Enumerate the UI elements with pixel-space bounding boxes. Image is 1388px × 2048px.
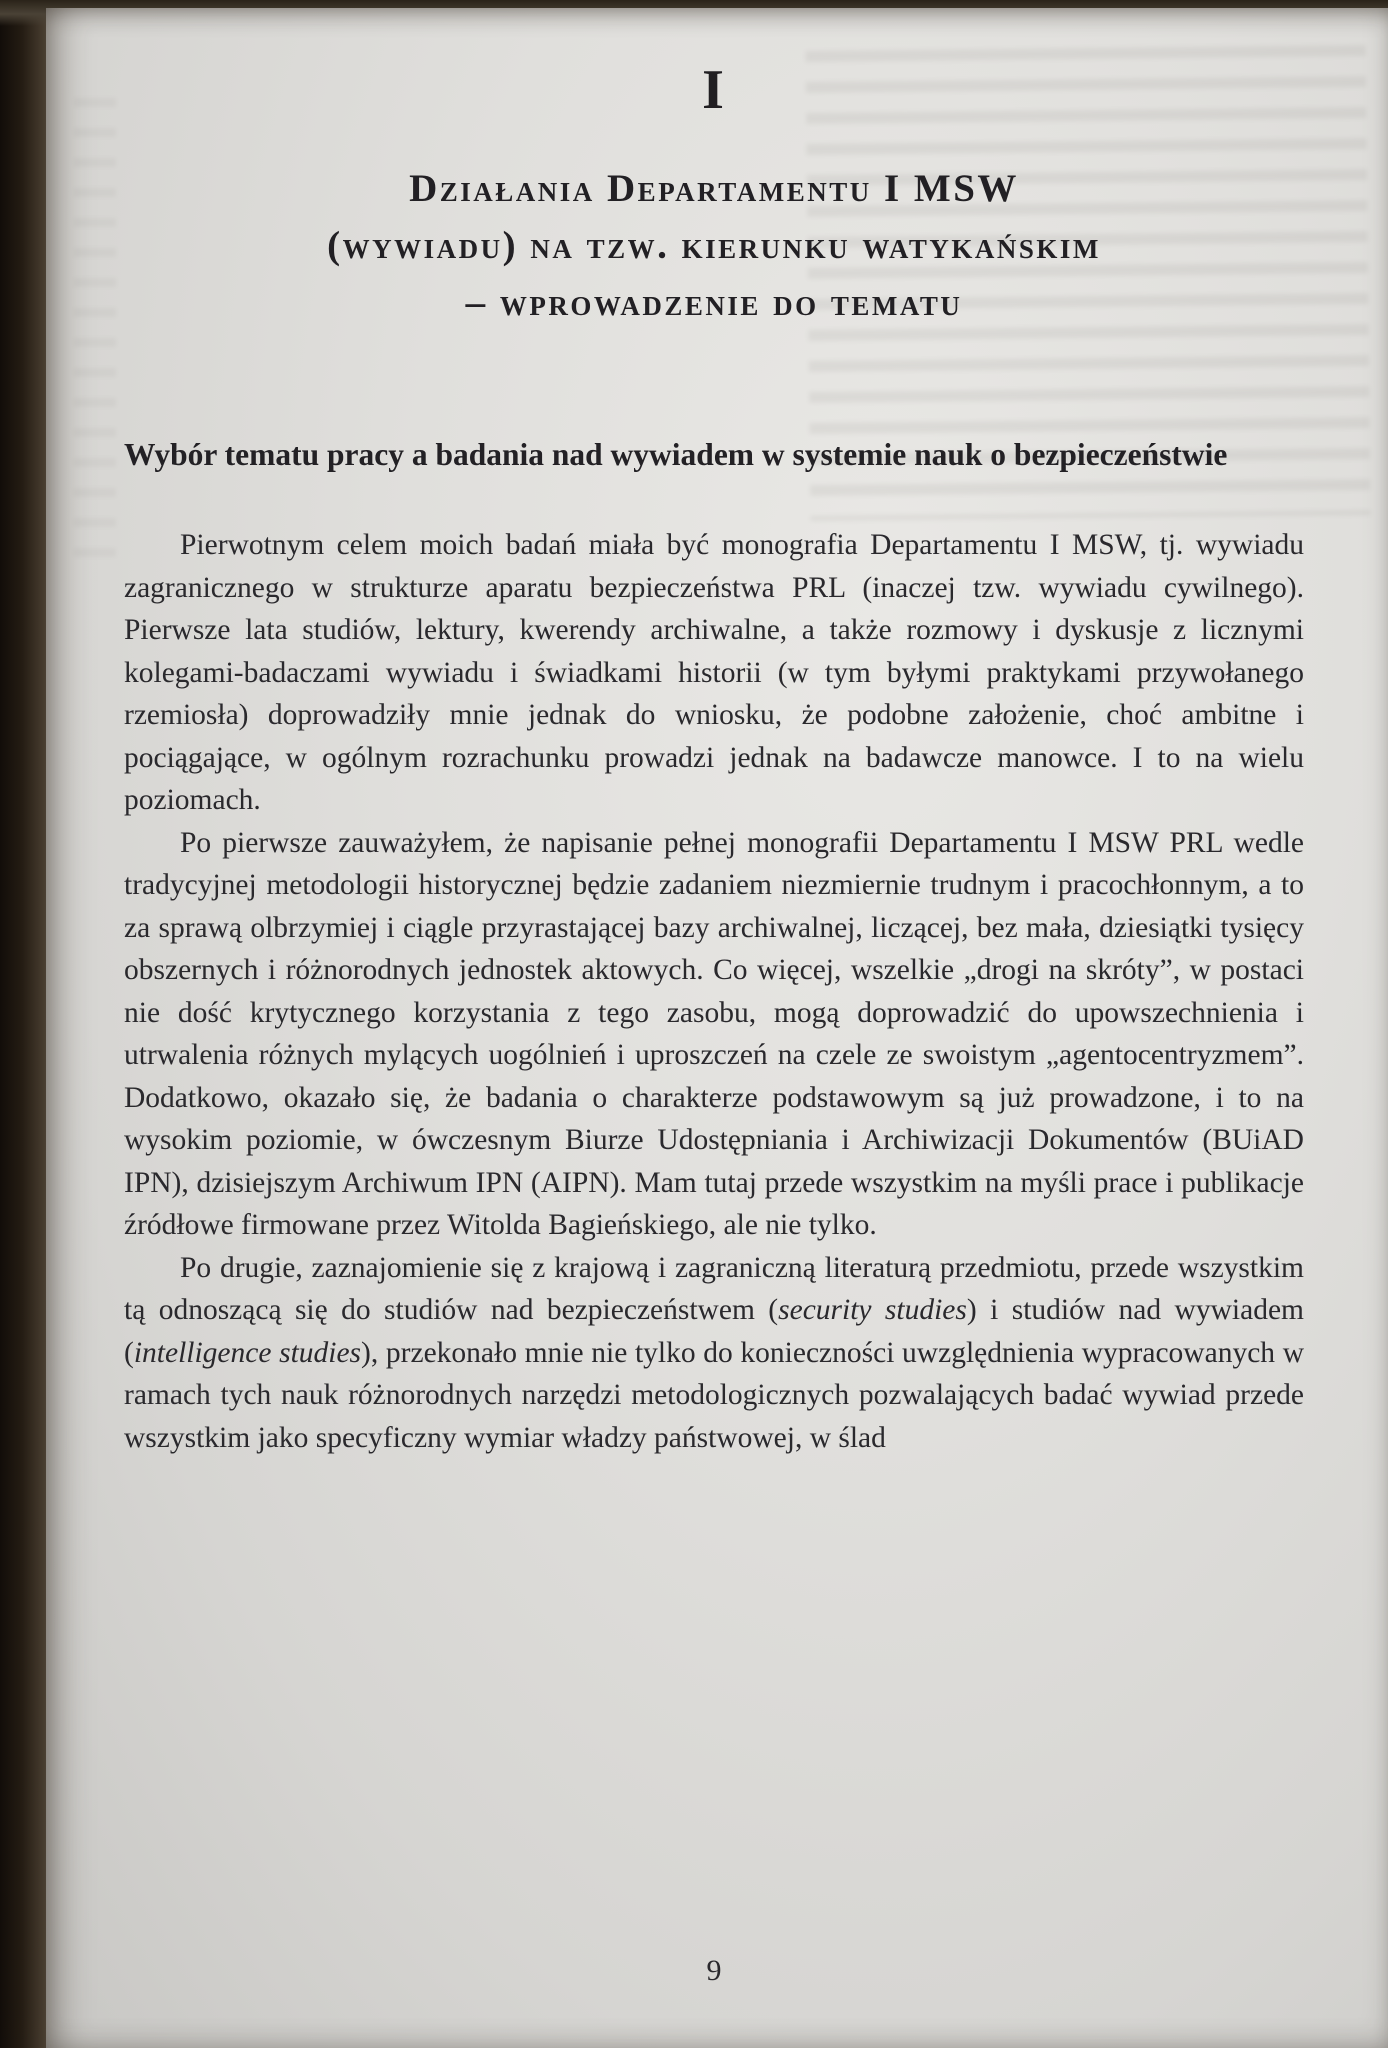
paragraph-1-text: Pierwotnym celem moich badań miała być monografia Departamentu I MSW, tj. wywiadu zagranicznego w strukturze aparatu bezpieczeństwa PRL (inaczej tzw. wywiadu cywilnego). Pierwsze lata studiów, lektury, kwerendy archiwalne, a także rozmowy i dyskusje z licznymi kolegami-badaczami wywiadu i świadkami historii (w tym byłymi praktykami przywołanego rzemiosła) doprowadziły mnie jednak do wniosku, że podobne założenie, choć ambitne i pociągające, w ogólnym rozrachunku prowadzi jednak na badawcze manowce. I to na wielu poziomach. [124, 529, 1304, 816]
paragraph-2 [124, 822, 1304, 1247]
paragraph-3-text-2: ) i studiów nad wywiadem ( [124, 1294, 1304, 1369]
paragraph-3-text-1: Po drugie, zaznajomienie się z krajową i zagraniczną literaturą przedmiotu, przede wszystkim tą odnoszącą się do studiów nad bezpieczeństwem ( [124, 1251, 1304, 1326]
paragraph-3-text-3: ), przekonało mnie nie tylko do konieczności uwzględnienia wypracowanych w ramach tych nauk różnorodnych narzędzi metodologicznych pozwalających badać wywiad przede wszystkim jako specyficzny wymiar władzy państwowej, w ślad [124, 1336, 1304, 1454]
paragraph-2-text: Po pierwsze zauważyłem, że napisanie pełnej monografii Departamentu I MSW PRL wedle tradycyjnej metodologii historycznej będzie zadaniem niezmiernie trudnym i pracochłonnym, a to za sprawą olbrzymiej i ciągle przyrastającej bazy archiwalnej, liczącej, bez mała, dziesiątki tysięcy obszernych i różnorodnych jednostek aktowych. Co więcej, wszelkie „drogi na skróty”, w postaci nie dość krytycznego korzystania z tego zasobu, mogą doprowadzić do upowszechnienia i utrwalenia różnych mylących uogólnień i uproszczeń na czele ze swoistym „agentocentryzmem”. Dodatkowo, okazało się, że badania o charakterze podstawowym są już prowadzone, i to na wysokim poziomie, w ówczesnym Biurze Udostępniania i Archiwizacji Dokumentów (BUiAD IPN), dzisiejszym Archiwum IPN (AIPN). Mam tutaj przede wszystkim na myśli prace i publikacje źródłowe firmowane przez Witolda Bagieńskiego, ale nie tylko. [124, 826, 1304, 1241]
page-content [124, 8, 1304, 1459]
reverse-print-showthrough-left [74, 98, 116, 568]
paragraph-3-italic-intelligence-studies: intelligence studies [133, 1336, 362, 1369]
section-heading: Wybór tematu pracy a badania nad wywiadem w systemie nauk o bezpieczeństwie [124, 437, 1228, 472]
paragraph-3-italic-security-studies: security studies [778, 1294, 967, 1326]
paragraph-1 [124, 524, 1304, 822]
body-text [124, 524, 1304, 1459]
paragraph-3 [124, 1247, 1304, 1460]
chapter-number: I [702, 59, 726, 121]
chapter-title-line-1: Działania Departamentu I MSW [409, 167, 1019, 210]
chapter-title-line-2: (wywiadu) na tzw. kierunku watykańskim [327, 224, 1101, 267]
chapter-title-line-3: – wprowadzenie do tematu [465, 281, 963, 324]
page-number: 9 [706, 1954, 722, 1987]
book-page [46, 8, 1388, 2048]
chapter-title [124, 160, 1304, 331]
